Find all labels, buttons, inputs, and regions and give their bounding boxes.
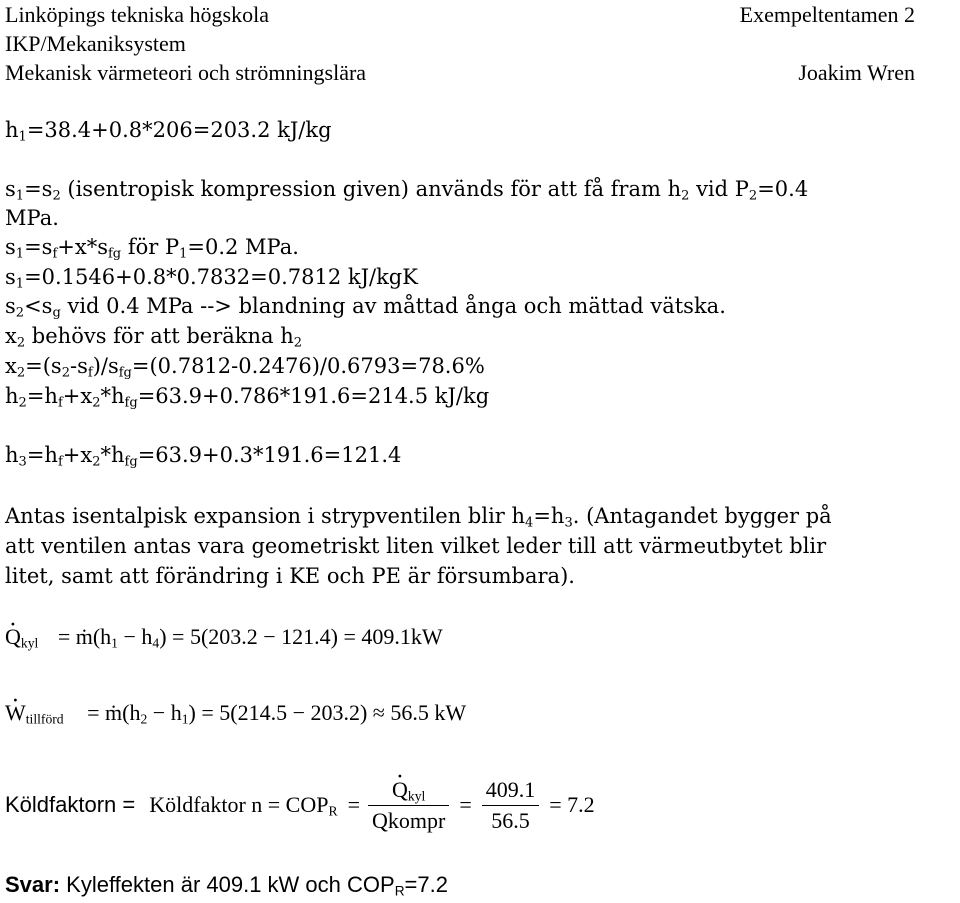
header-department: IKP/Mekaniksystem: [5, 31, 186, 56]
s1-sf-formula: $s_1=s_f+x*s_{fg}$ för $P_1=0.2$ MPa.: [5, 235, 299, 262]
header-institution: Linköpings tekniska högskola: [5, 2, 269, 27]
expansion-paragraph-line1: Antas isentalpisk expansion i strypventilen blir $h_4=h_3$. (Antagandet bygger på: [5, 504, 832, 531]
answer-line: Svar: Kyleffekten är 409.1 kW och $COP_R=7.2$: [5, 872, 448, 899]
q-kyl-equation: · $Q_{kyl}$ = $ṁ(h_1 - h_4) = 5(203.2 - 121.4) = 409.1kW$: [5, 624, 443, 650]
w-tillford-equation: · $W_{tillförd}$ = $ṁ(h_2 - h_1) = 5(214.5 - 203.2) \approx 56.5$ kW: [5, 700, 466, 726]
header-exam-title: Exempeltentamen 2: [739, 2, 915, 27]
koldfaktor-cop: Köldfaktor $n = COP_R$: [149, 792, 338, 819]
expansion-paragraph-line2: att ventilen antas vara geometriskt liten vilket leder till att värmeutbytet blir: [5, 534, 827, 558]
h3-calculation: $h_3=h_f+x_2*h_{fg}=63.9+0.3*191.6=121.4$: [5, 443, 402, 470]
h1-equation: $h_1=38.4+0.8*206=203.2$ kJ/kg: [5, 118, 332, 145]
h2-calculation: $h_2=h_f+x_2*h_{fg}=63.9+0.786*191.6=214.5$ kJ/kg: [5, 384, 490, 411]
cop-fraction-numeric: $\frac{409.1}{56.5}$: [482, 777, 540, 834]
s1-value: $s_1=0.1546+0.8*0.7832=0.7812$ kJ/kgK: [5, 265, 418, 292]
header-course: Mekanisk värmeteori och strömningslära: [5, 60, 367, 85]
expansion-paragraph-line3: litet, samt att förändring i KE och PE är försumbara).: [5, 564, 575, 588]
header-author: Joakim Wren: [798, 60, 915, 85]
x2-needed: $x_2$ behövs för att beräkna $h_2$: [5, 324, 303, 351]
s1-s2-statement: $s_1=s_2$ (isentropisk kompression given) används för att få fram $h_2$ vid $P_2=0.4$: [5, 177, 809, 204]
koldfaktor-equation: Köldfaktorn = Köldfaktor $n = COP_R$ = · $\frac{Q_{kyl}}{\text{Qkompr}}$ = $\frac{409.1}{56.5}$ = 7.2: [5, 770, 595, 840]
koldfaktor-label: Köldfaktorn =: [5, 792, 136, 817]
x2-calculation: $x_2=(s_2-s_f)/s_{fg}=(0.7812-0.2476)/0.6793=78.6\%$: [5, 354, 485, 381]
cop-fraction-symbolic: · $\frac{Q_{kyl}}{\text{Qkompr}}$: [368, 777, 449, 834]
s2-sg-comparison: $s_2<s_g$ vid 0.4 MPa --> blandning av måttad ånga och mättad vätska.: [5, 294, 726, 321]
answer-label: Svar:: [5, 872, 61, 897]
mpa-continuation: MPa.: [5, 206, 59, 230]
